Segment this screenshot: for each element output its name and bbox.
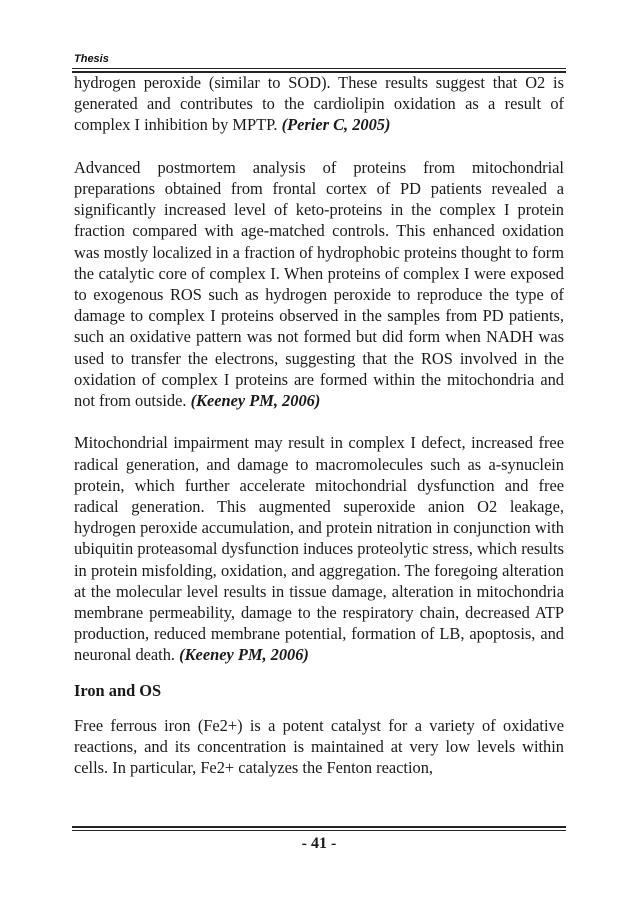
paragraph-1 [74,72,564,136]
paragraph-2-text: Advanced postmortem analysis of proteins from mitochondrial preparations obtained from frontal cortex of PD patients revealed a significantly increased level of keto-proteins in the complex I protein fraction compared with age-matched controls. This enhanced oxidation was mostly localized in a fraction of hydrophobic proteins thought to form the catalytic core of complex I. When proteins of complex I were exposed to exogenous ROS such as hydrogen peroxide to reproduce the type of damage to complex I proteins observed in the samples from PD patients, such an oxidative pattern was not formed but did form when NADH was used to transfer the electrons, suggesting that the ROS involved in the oxidation of complex I proteins are formed within the mitochondria and not from outside. [74,157,564,411]
page-body [74,72,564,778]
paragraph-1-citation: (Perier C, 2005) [281,115,391,135]
paragraph-4-text: Free ferrous iron (Fe2+) is a potent catalyst for a variety of oxidative reactions, and its concentration is maintained at very low levels within cells. In particular, Fe2+ catalyzes the Fenton reaction, [74,715,564,778]
paragraph-2 [74,157,564,411]
paragraph-1-text: hydrogen peroxide (similar to SOD). These results suggest that O2 is generated and contributes to the cardiolipin oxidation as a result of complex I inhibition by MPTP. [74,73,564,135]
footer-rule-thick [72,826,566,828]
paragraph-4 [74,715,564,779]
page-number: - 41 - [301,835,337,852]
paragraph-3 [74,432,564,665]
header-rule-thin [72,68,566,69]
running-header-label: Thesis [74,53,109,65]
section-heading: Iron and OS [74,680,162,700]
paragraph-2-citation: (Keeney PM, 2006) [190,391,321,411]
footer-rule-thin [72,830,566,831]
paragraph-3-citation: (Keeney PM, 2006) [179,645,309,665]
paragraph-3-text: Mitochondrial impairment may result in complex I defect, increased free radical generation, and damage to macromolecules such as a-synuclein protein, which further accelerate mitochondrial dysfunction and free radical generation. This augmented superoxide anion O2 leakage, hydrogen peroxide accumulation, and protein nitration in conjunction with ubiquitin proteasomal dysfunction induces proteolytic stress, which results in protein misfolding, oxidation, and aggregation. The foregoing alteration at the molecular level results in tissue damage, alteration in mitochondria membrane permeability, damage to the respiratory chain, decreased ATP production, reduced membrane potential, formation of LB, apoptosis, and neuronal death. [74,433,564,665]
